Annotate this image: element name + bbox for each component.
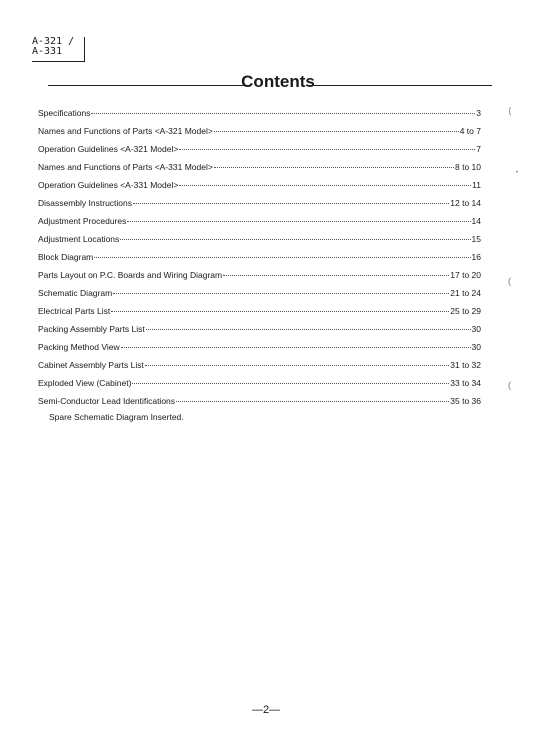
toc-entry-page: 12 to 14 <box>450 198 481 208</box>
toc-dot-leader <box>111 311 449 312</box>
toc-entry-title: Specifications <box>38 108 91 118</box>
toc-entry <box>38 140 481 158</box>
toc-dot-leader <box>179 149 475 150</box>
scan-mark: • <box>516 170 519 176</box>
toc-entry <box>38 284 481 302</box>
toc-dot-leader <box>179 185 471 186</box>
toc-entry-page: 3 <box>476 108 481 118</box>
toc-entry-page: 11 <box>472 180 481 190</box>
toc-entry-title: Cabinet Assembly Parts List <box>38 360 144 370</box>
scan-mark: ⟨ <box>508 106 512 116</box>
insert-note: Spare Schematic Diagram Inserted. <box>49 412 184 422</box>
toc-entry <box>38 104 481 122</box>
toc-entry-page: 30 <box>471 324 481 334</box>
toc-entry <box>38 356 481 374</box>
toc-entry <box>38 338 481 356</box>
toc-entry <box>38 248 481 266</box>
model-number-box <box>32 37 85 62</box>
scan-mark: ( <box>508 276 511 286</box>
toc-entry <box>38 158 481 176</box>
toc-dot-leader <box>145 365 449 366</box>
toc-entry-title: Operation Guidelines <A-331 Model> <box>38 180 179 190</box>
table-of-contents <box>38 104 481 410</box>
toc-entry-title: Schematic Diagram <box>38 288 113 298</box>
toc-dot-leader <box>214 131 459 132</box>
toc-dot-leader <box>121 347 471 348</box>
toc-entry-page: 25 to 29 <box>450 306 481 316</box>
toc-entry <box>38 320 481 338</box>
page-title: Contents <box>241 72 315 91</box>
toc-dot-leader <box>120 239 470 240</box>
heading-rule-right <box>306 85 492 86</box>
toc-entry <box>38 230 481 248</box>
toc-entry-page: 17 to 20 <box>450 270 481 280</box>
toc-dot-leader <box>113 293 449 294</box>
toc-entry-title: Names and Functions of Parts <A-321 Model> <box>38 126 213 136</box>
model-number-2: A-331 <box>32 46 63 57</box>
toc-dot-leader <box>127 221 470 222</box>
toc-entry-title: Operation Guidelines <A-321 Model> <box>38 144 179 154</box>
toc-dot-leader <box>91 113 475 114</box>
toc-entry <box>38 392 481 410</box>
toc-entry-title: Packing Assembly Parts List <box>38 324 145 334</box>
toc-entry <box>38 212 481 230</box>
toc-entry-page: 14 <box>471 216 481 226</box>
toc-dot-leader <box>132 383 449 384</box>
toc-entry-title: Block Diagram <box>38 252 94 262</box>
toc-entry <box>38 302 481 320</box>
toc-dot-leader <box>176 401 449 402</box>
heading-rule-left <box>48 85 244 86</box>
toc-entry-page: 31 to 32 <box>450 360 481 370</box>
toc-entry <box>38 122 481 140</box>
toc-entry-title: Names and Functions of Parts <A-331 Model> <box>38 162 213 172</box>
toc-entry-page: 7 <box>476 144 481 154</box>
model-number-1: A-321 / <box>32 36 75 47</box>
toc-entry-page: 4 to 7 <box>459 126 481 136</box>
toc-entry-title: Adjustment Locations <box>38 234 120 244</box>
toc-entry-title: Parts Layout on P.C. Boards and Wiring Diagram <box>38 270 223 280</box>
toc-entry-title: Electrical Parts List <box>38 306 111 316</box>
toc-entry-title: Disassembly Instructions <box>38 198 133 208</box>
toc-entry-title: Packing Method View <box>38 342 120 352</box>
toc-entry <box>38 374 481 392</box>
toc-entry-title: Adjustment Procedures <box>38 216 127 226</box>
toc-entry-page: 33 to 34 <box>450 378 481 388</box>
toc-dot-leader <box>94 257 470 258</box>
toc-dot-leader <box>214 167 454 168</box>
toc-dot-leader <box>223 275 449 276</box>
toc-entry-page: 30 <box>471 342 481 352</box>
toc-dot-leader <box>133 203 449 204</box>
scan-mark: ( <box>508 380 511 390</box>
toc-dot-leader <box>146 329 471 330</box>
toc-entry <box>38 176 481 194</box>
toc-entry-title: Exploded View (Cabinet) <box>38 378 132 388</box>
toc-entry-page: 8 to 10 <box>455 162 481 172</box>
contents-heading <box>36 74 497 96</box>
toc-entry-page: 35 to 36 <box>450 396 481 406</box>
toc-entry-page: 15 <box>471 234 481 244</box>
toc-entry-page: 21 to 24 <box>450 288 481 298</box>
toc-entry-title: Semi-Conductor Lead Identifications <box>38 396 176 406</box>
toc-entry <box>38 194 481 212</box>
toc-entry-page: 16 <box>471 252 481 262</box>
toc-entry <box>38 266 481 284</box>
page-number: —2— <box>251 704 281 716</box>
